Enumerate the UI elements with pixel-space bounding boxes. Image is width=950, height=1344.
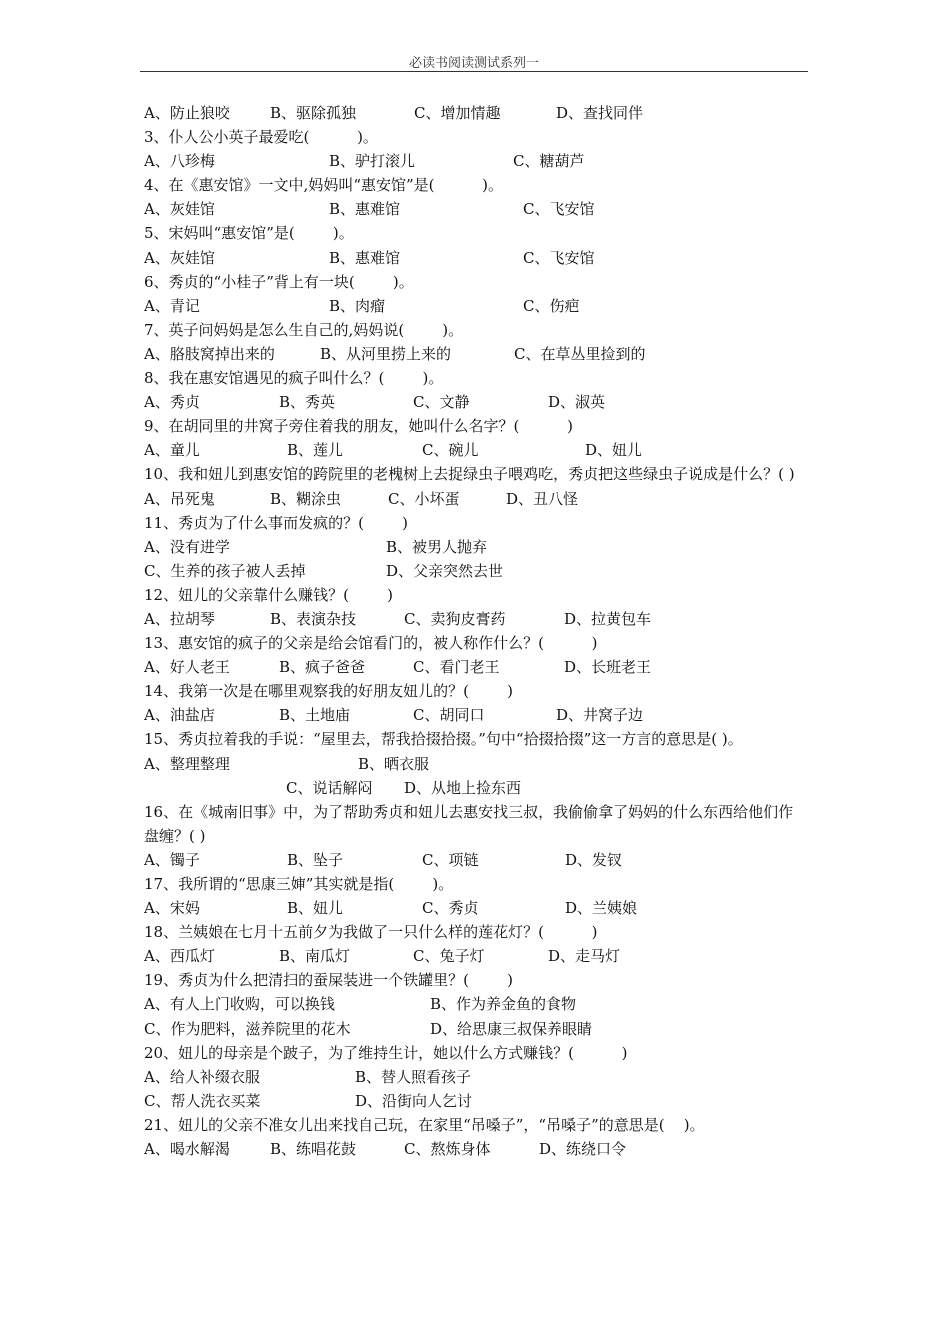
question-options [144,703,808,727]
option: A、秀贞 [144,393,200,412]
question-options [144,246,808,270]
option: A、八珍梅 [144,152,215,171]
option: A、喝水解渴 [144,1140,230,1159]
option: D、长班老王 [564,658,652,677]
option: A、没有进学 [144,537,230,556]
question-text: 19、秀贞为什么把清扫的蚕屎装进一个铁罐里？( ) [144,971,513,990]
question-options [144,1089,808,1113]
quiz-content [144,101,808,1161]
option: C、说话解闷 [286,778,373,797]
question-text: 3、仆人公小英子最爱吃( )。 [144,128,378,147]
option: C、飞安馆 [523,200,595,219]
question-options [144,655,808,679]
option: A、油盐店 [144,706,215,725]
option: C、帮人洗衣买菜 [144,1091,261,1110]
option: C、文静 [413,393,470,412]
option: C、飞安馆 [523,248,595,267]
question-options [144,1137,808,1161]
option: A、西瓜灯 [144,947,215,966]
question-text: 20、妞儿的母亲是个跛子，为了维持生计，她以什么方式赚钱？( ) [144,1043,628,1062]
question-text: 7、英子问妈妈是怎么生自己的,妈妈说( )。 [144,320,464,339]
option: B、表演杂技 [270,609,357,628]
option: C、项链 [422,850,479,869]
question-text: 18、兰姨娘在七月十五前夕为我做了一只什么样的莲花灯？( ) [144,923,598,942]
question-options [144,776,808,800]
question-options [144,559,808,583]
option: A、拉胡琴 [144,609,215,628]
option: A、灰娃馆 [144,248,215,267]
question-text [144,727,808,775]
option: A、防止狼咬 [144,104,230,122]
option: C、看门老王 [413,658,500,677]
option: D、给思康三叔保养眼睛 [430,1019,593,1038]
option: C、作为肥料，滋养院里的花木 [144,1019,351,1038]
option: B、练唱花鼓 [270,1140,357,1159]
question-text: 11、秀贞为了什么事而发疯的？( ) [144,513,408,532]
question-options [144,487,808,511]
option: B、从河里捞上来的 [320,344,452,363]
option: B、替人照看孩子 [355,1067,472,1086]
option: B、妞儿 [287,899,344,918]
question-options [144,101,808,125]
question-text: 17、我所谓的“思康三婶”其实就是指( )。 [144,875,454,893]
option: B、晒衣服 [358,754,430,773]
option: B、糊涂虫 [270,489,342,508]
page-header: 必读书阅读测试系列一 [408,56,539,71]
option: A、吊死鬼 [144,489,215,508]
question-options [144,149,808,173]
option: B、南瓜灯 [279,947,351,966]
option: A、给人补缀衣服 [144,1067,260,1086]
question-options [144,1065,808,1089]
option: C、小坏蛋 [388,489,460,508]
question-options [144,1017,808,1041]
option: B、土地庙 [279,706,351,725]
option: A、青记 [144,296,200,315]
option: C、碗儿 [422,441,479,460]
question-text: 10、我和妞儿到惠安馆的跨院里的老槐树上去捉绿虫子喂鸡吃，秀贞把这些绿虫子说成是什么？( ) [144,465,795,484]
option: A、宋妈 [144,899,200,918]
option: D、井窝子边 [556,706,644,725]
option: D、妞儿 [585,441,643,460]
option: A、胳肢窝掉出来的 [144,344,275,363]
option: B、驱除孤独 [270,104,357,122]
option: C、生养的孩子被人丢掉 [144,561,306,580]
question-text: 9、在胡同里的井窝子旁住着我的朋友，她叫什么名字？( ) [144,417,573,436]
option: B、驴打滚儿 [329,152,416,171]
question-options [144,197,808,221]
option: D、拉黄包车 [564,609,652,628]
option: D、沿街向人乞讨 [355,1091,473,1110]
option: A、灰娃馆 [144,200,215,219]
option: D、淑英 [548,393,606,412]
option: B、惠难馆 [329,200,401,219]
option: D、丑八怪 [506,489,579,508]
option: D、从地上捡东西 [404,778,522,797]
option: B、莲儿 [287,441,344,460]
option: C、在草丛里捡到的 [514,344,646,363]
question-options [144,992,808,1016]
question-options [144,848,808,872]
option: C、卖狗皮膏药 [404,609,506,628]
question-options [144,438,808,462]
option: A、镯子 [144,850,200,869]
question-stem: 15、秀贞拉着我的手说：“屋里去，帮我拾掇拾掇。”句中“拾掇拾掇”这一方言的意思是( )。 [144,730,743,749]
option: A、有人上门收购，可以换钱 [144,995,335,1014]
option: D、发钗 [565,850,623,869]
option: D、父亲突然去世 [386,561,504,580]
option: A、整理整理 [144,754,230,773]
question-options [144,607,808,631]
option: A、童儿 [144,441,200,460]
option: A、好人老王 [144,658,230,677]
option: B、肉瘤 [329,296,386,315]
option: B、惠难馆 [329,248,401,267]
option: B、秀英 [279,393,336,412]
question-text: 13、惠安馆的疯子的父亲是给会馆看门的，被人称作什么？( ) [144,634,598,653]
option: D、走马灯 [548,947,621,966]
option: C、增加情趣 [414,104,501,122]
question-options [144,342,808,366]
option: B、疯子爸爸 [279,658,366,677]
option: B、被男人抛弃 [386,537,488,556]
question-options [144,294,808,318]
question-text: 21、妞儿的父亲不准女儿出来找自己玩，在家里“吊嗓子”，“吊嗓子”的意思是( )。 [144,1115,705,1134]
question-text: 14、我第一次是在哪里观察我的好朋友妞儿的？( ) [144,682,513,701]
option: C、胡同口 [413,706,485,725]
question-text: 5、宋妈叫“惠安馆”是( )。 [144,224,354,243]
question-text: 4、在《惠安馆》一文中,妈妈叫“惠安馆”是( )。 [144,176,504,195]
option: C、熬炼身体 [404,1140,491,1159]
question-options [144,896,808,920]
option: D、练绕口令 [539,1140,627,1159]
option: B、作为养金鱼的食物 [430,995,577,1014]
question-options [144,535,808,559]
option: C、糖葫芦 [513,152,585,171]
question-options [144,390,808,414]
question-text: 6、秀贞的“小桂子”背上有一块( )。 [144,272,414,291]
header-rule [140,71,808,72]
option: D、查找同伴 [556,104,644,122]
question-text: 8、我在惠安馆遇见的疯子叫什么？( )。 [144,369,444,388]
option: C、兔子灯 [413,947,485,966]
question-options [144,944,808,968]
question-text: 12、妞儿的父亲靠什么赚钱？( ) [144,585,393,604]
option: C、秀贞 [422,899,479,918]
option: B、坠子 [287,850,344,869]
option: C、伤疤 [523,296,580,315]
option: D、兰姨娘 [565,899,638,918]
question-text: 16、在《城南旧事》中，为了帮助秀贞和妞儿去惠安找三叔，我偷偷拿了妈妈的什么东西给他们作盘缠？( ) [144,802,794,845]
